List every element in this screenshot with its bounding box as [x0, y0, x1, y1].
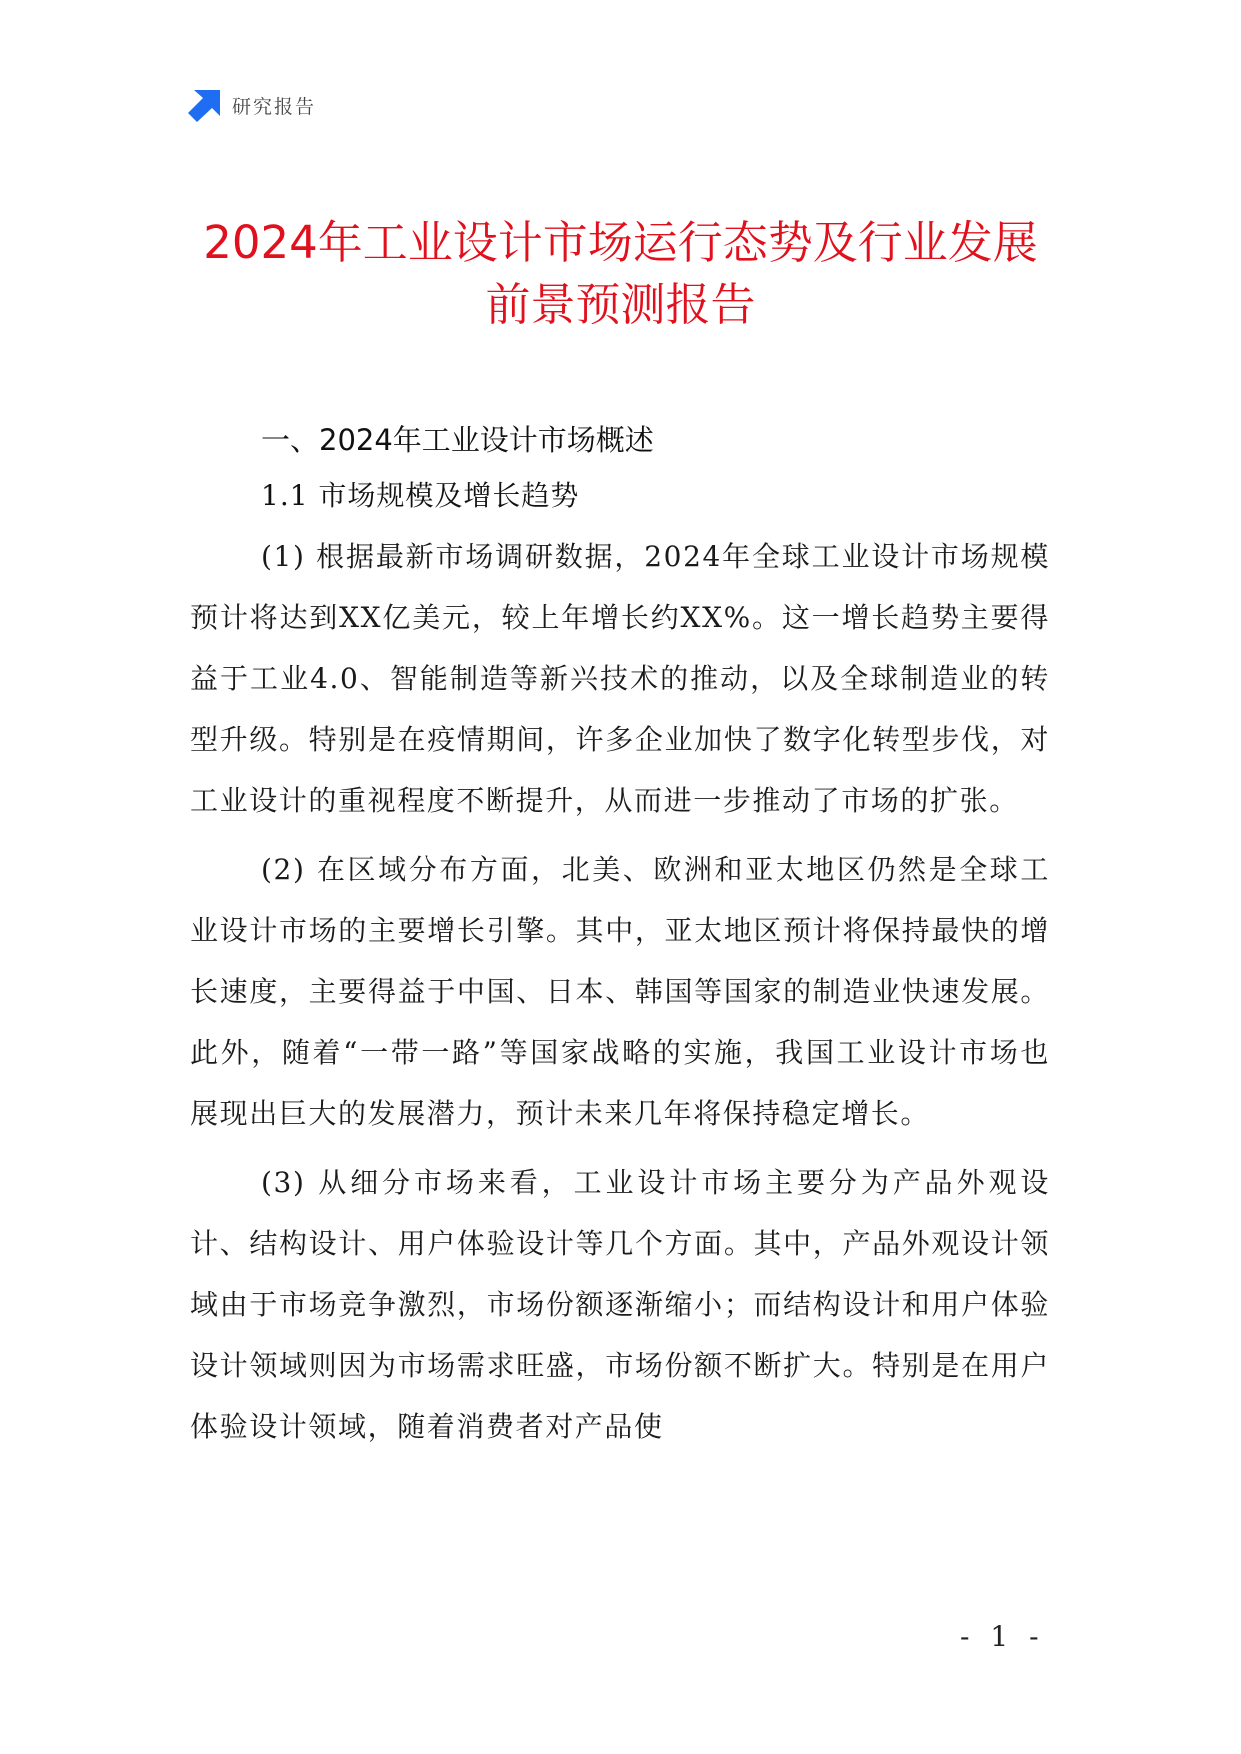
page-number: - 1 -	[960, 1620, 1045, 1653]
document-title	[120, 212, 1121, 336]
header-label: 研究报告	[232, 95, 317, 118]
title-line-2: 前景预测报告	[485, 278, 756, 331]
report-header	[188, 88, 316, 122]
subsection-heading: 1.1 市场规模及增长趋势	[261, 479, 580, 512]
paragraph-3: (3) 从细分市场来看，工业设计市场主要分为产品外观设计、结构设计、用户体验设计等几个方面。其中，产品外观设计领域由于市场竞争激烈，市场份额逐渐缩小；而结构设计和用户体验设计领域则因为市场需求旺盛，市场份额不断扩大。特别是在用户体验设计领域，随着消费者对产品使	[190, 1166, 1050, 1443]
section-heading: 一、2024年工业设计市场概述	[261, 423, 654, 457]
document-body	[190, 420, 1050, 1457]
arrow-up-right-icon	[188, 88, 222, 122]
paragraph-2: (2) 在区域分布方面，北美、欧洲和亚太地区仍然是全球工业设计市场的主要增长引擎。其中，亚太地区预计将保持最快的增长速度，主要得益于中国、日本、韩国等国家的制造业快速发展。此外，随着“一带一路”等国家战略的实施，我国工业设计市场也展现出巨大的发展潜力，预计未来几年将保持稳定增长。	[190, 853, 1050, 1130]
title-line-1: 2024年工业设计市场运行态势及行业发展	[203, 216, 1038, 269]
paragraph-1: (1) 根据最新市场调研数据，2024年全球工业设计市场规模预计将达到XX亿美元，较上年增长约XX%。这一增长趋势主要得益于工业4.0、智能制造等新兴技术的推动，以及全球制造业的转型升级。特别是在疫情期间，许多企业加快了数字化转型步伐，对工业设计的重视程度不断提升，从而进一步推动了市场的扩张。	[190, 540, 1050, 817]
